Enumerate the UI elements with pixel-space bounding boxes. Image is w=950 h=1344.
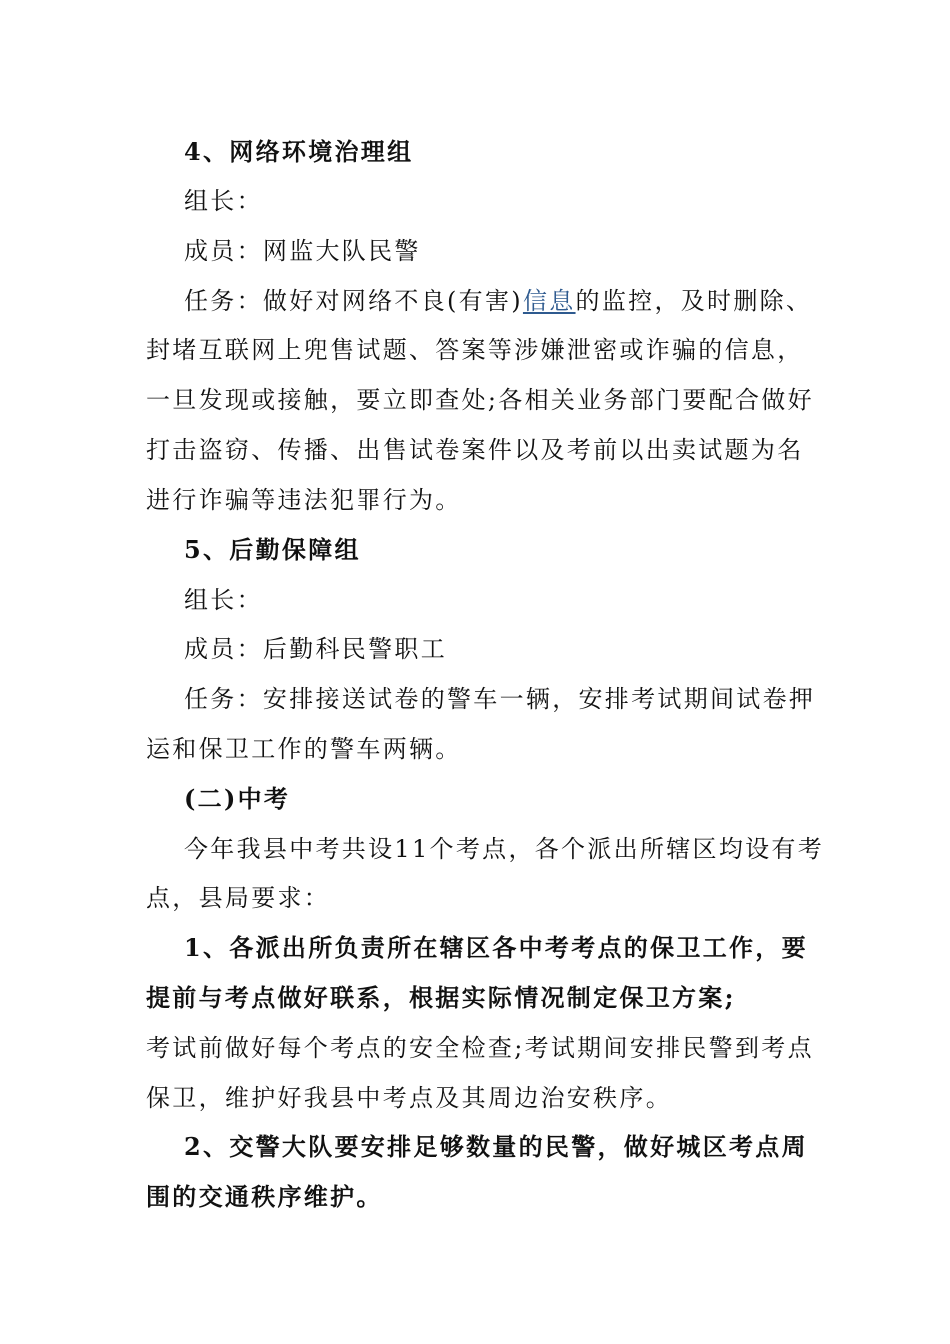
zhongkao-item1-bold-line: 提前与考点做好联系，根据实际情况制定保卫方案; <box>146 983 736 1012</box>
network-task-text-b: 的监控，及时删除、 <box>575 287 813 315</box>
logistics-members: 成员：后勤科民警职工 <box>184 635 447 663</box>
zhongkao-item1-bold-line: 1、各派出所负责所在辖区各中考考点的保卫工作，要 <box>184 933 808 962</box>
network-task-line: 打击盗窃、传播、出售试卷案件以及考前以出卖试题为名 <box>146 436 804 464</box>
section-heading-zhongkao: (二)中考 <box>184 784 291 813</box>
network-members: 成员：网监大队民警 <box>184 237 421 265</box>
network-task-line: 封堵互联网上兜售试题、答案等涉嫌泄密或诈骗的信息， <box>146 336 804 364</box>
zhongkao-intro-line: 点，县局要求： <box>146 884 331 912</box>
zhongkao-item2-bold-line: 围的交通秩序维护。 <box>146 1182 383 1211</box>
logistics-leader: 组长： <box>184 586 263 614</box>
section-heading-network: 4、网络环境治理组 <box>184 137 414 166</box>
info-link[interactable]: 信息 <box>522 287 576 315</box>
section-heading-logistics: 5、后勤保障组 <box>184 535 361 564</box>
logistics-task-line: 任务：安排接送试卷的警车一辆，安排考试期间试卷押 <box>184 685 816 713</box>
network-task-text-a: 任务：做好对网络不良(有害) <box>184 287 523 315</box>
network-leader: 组长： <box>184 187 263 215</box>
zhongkao-intro-line: 今年我县中考共设11个考点，各个派出所辖区均设有考 <box>184 835 825 863</box>
logistics-task-line: 运和保卫工作的警车两辆。 <box>146 735 462 763</box>
zhongkao-item1-line: 保卫，维护好我县中考点及其周边治安秩序。 <box>146 1084 672 1112</box>
zhongkao-item2-bold-line: 2、交警大队要安排足够数量的民警，做好城区考点周 <box>184 1132 808 1161</box>
network-task-line: 进行诈骗等违法犯罪行为。 <box>146 486 462 514</box>
network-task-line: 一旦发现或接触，要立即查处;各相关业务部门要配合做好 <box>146 386 814 414</box>
network-task-first-line <box>184 285 812 317</box>
zhongkao-item1-line: 考试前做好每个考点的安全检查;考试期间安排民警到考点 <box>146 1034 814 1062</box>
